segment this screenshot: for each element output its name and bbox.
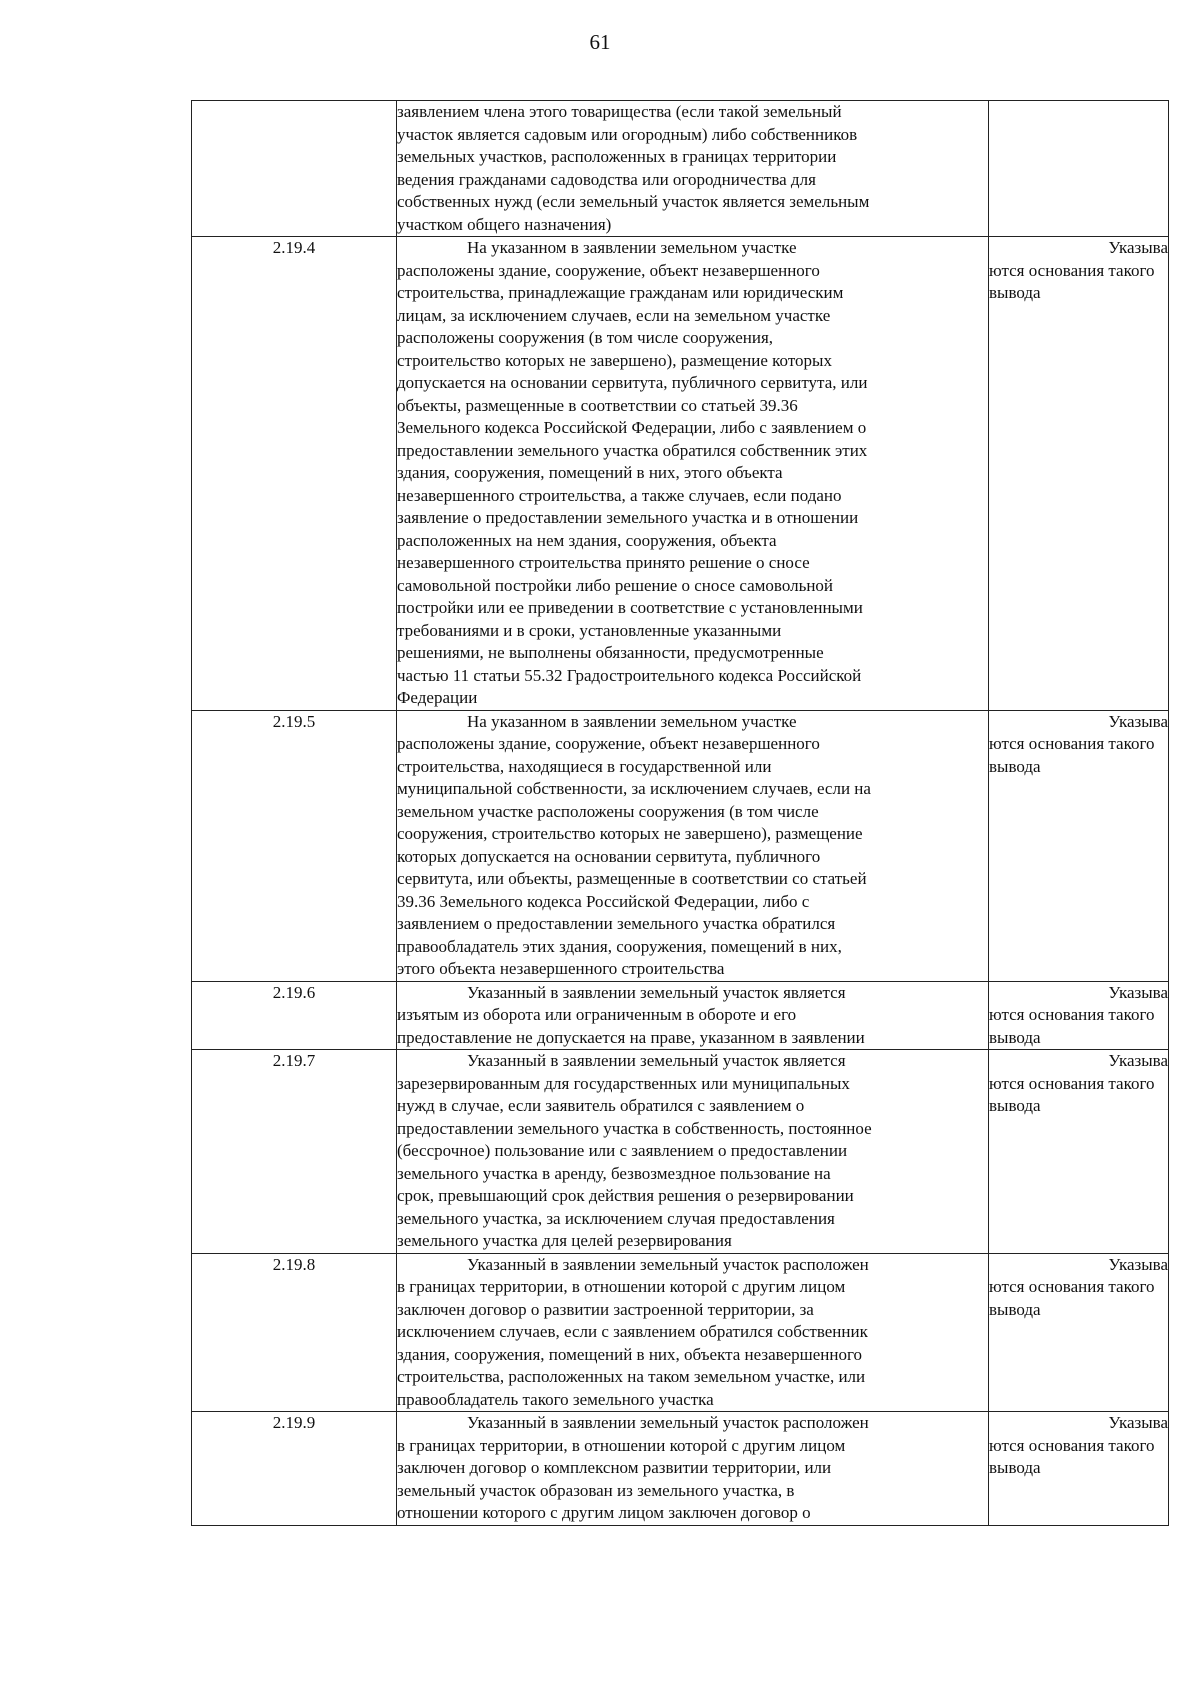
clause-text-first: На указанном в заявлении земельном участке [467,238,797,257]
clause-text-line: срок, превышающий срок действия решения о резервировании [397,1186,854,1205]
clause-number: 2.19.9 [192,1412,397,1526]
clause-text-line: ведения гражданами садоводства или огородничества для [397,169,816,189]
grounds-note-cell [989,237,1169,711]
grounds-note-first: Указыва [1108,1051,1168,1070]
table-row [192,1050,1169,1254]
clause-text-cell [397,981,989,1050]
page-number: 61 [589,30,611,54]
requirements-table [191,100,1169,1526]
clause-text-line: расположены здание, сооружение, объект незавершенного [397,734,820,753]
clause-text-line: объекты, размещенные в соответствии со статьей 39.36 [397,395,798,415]
table-row [192,1412,1169,1526]
clause-number: 2.19.7 [192,1050,397,1254]
clause-text-line: сооружения, строительство которых не завершено), размещение [397,824,863,843]
clause-text-line: нужд в случае, если заявитель обратился с заявлением о [397,1096,805,1115]
clause-text-line: строительства, принадлежащие гражданам или юридическим [397,283,844,302]
table-body [192,101,1169,1526]
grounds-note-rest: ются основания такого вывода [989,1435,1155,1477]
clause-text-line: изъятым из оборота или ограниченным в обороте и его [397,1005,797,1024]
clause-text-first: Указанный в заявлении земельный участок является [467,982,846,1002]
clause-text-line: в границах территории, в отношении которой с другим лицом [397,1277,846,1296]
clause-text-line [397,1050,988,1073]
clause-text-line: предоставлении земельного участка в собственность, постоянное [397,1118,872,1138]
grounds-note-rest: ются основания такого вывода [989,1073,1155,1115]
clause-text-cell [397,237,989,711]
clause-text-line: строительства, расположенных на таком земельном участке, или [397,1367,866,1386]
clause-text-line: требованиями и в сроки, установленные указанными [397,620,782,640]
clause-number: 2.19.6 [192,981,397,1050]
clause-text-first: На указанном в заявлении земельном участке [467,711,797,731]
clause-text-cell [397,1050,989,1254]
clause-text-line: расположены сооружения (в том числе сооружения, [397,328,774,347]
clause-text-line: здания, сооружения, помещений в них, объекта незавершенного [397,1344,863,1364]
clause-text-line: лицам, за исключением случаев, если на земельном участке [397,305,831,325]
clause-text-line [397,1254,988,1277]
grounds-note-rest: ются основания такого вывода [989,734,1155,776]
clause-text-line: расположенных на нем здания, сооружения, объекта [397,530,777,550]
grounds-note-first: Указыва [1108,238,1168,257]
clause-text-cell [397,1253,989,1412]
clause-text-line: Федерации [397,688,478,707]
clause-text-line: в границах территории, в отношении которой с другим лицом [397,1435,846,1455]
clause-text-line: заключен договор о развитии застроенной территории, за [397,1299,814,1319]
clause-text-line: предоставление не допускается на праве, указанном в заявлении [397,1027,865,1047]
grounds-note-cell [989,710,1169,981]
clause-text-line [397,1412,988,1435]
clause-text-line: заключен договор о комплексном развитии территории, или [397,1458,832,1477]
grounds-note-cell [989,1253,1169,1412]
clause-number: 2.19.4 [192,237,397,711]
table-row [192,101,1169,237]
clause-text-line: (бессрочное) пользование или с заявлением о предоставлении [397,1141,848,1160]
table-row [192,710,1169,981]
clause-text-line: земельного участка, за исключением случая предоставления [397,1208,835,1228]
clause-text-line [397,237,988,260]
clause-text-line: земельный участок образован из земельного участка, в [397,1480,795,1500]
clause-text-line: здания, сооружения, помещений в них, этого объекта [397,463,783,482]
clause-text-line: постройки или ее приведении в соответствие с установленными [397,598,863,617]
clause-text-first: Указанный в заявлении земельный участок является [467,1051,846,1070]
clause-text-cell [397,1412,989,1526]
clause-text-line: исключением случаев, если с заявлением обратился собственник [397,1322,868,1341]
clause-text-line: заявлением члена этого товарищества (если такой земельный [397,102,842,121]
grounds-note-cell [989,101,1169,237]
grounds-note-cell [989,1050,1169,1254]
clause-text-line: 39.36 Земельного кодекса Российской Федерации, либо с [397,891,810,911]
grounds-note-first: Указыва [1108,982,1168,1002]
clause-text-line: правообладатель этих здания, сооружения, помещений в них, [397,936,842,956]
clause-text-line: незавершенного строительства принято решение о сносе [397,553,810,572]
clause-text-line [397,711,988,734]
table-row [192,1253,1169,1412]
clause-text-line: этого объекта незавершенного строительства [397,959,725,978]
table-row [192,237,1169,711]
clause-text-line: незавершенного строительства, а также случаев, если подано [397,485,842,505]
clause-text-line: участок является садовым или огородным) либо собственников [397,124,858,144]
grounds-note-first: Указыва [1108,1413,1168,1432]
clause-text-line: предоставлении земельного участка обратился собственник этих [397,440,868,460]
clause-number [192,101,397,237]
grounds-note-rest: ются основания такого вывода [989,1277,1155,1319]
clause-text-line [397,982,988,1005]
clause-text-line: правообладатель такого земельного участка [397,1389,714,1409]
clause-text-line: земельного участка для целей резервирования [397,1231,732,1250]
clause-text-line: земельном участке расположены сооружения (в том числе [397,801,819,821]
clause-text-cell [397,710,989,981]
clause-text-line: заявлением о предоставлении земельного участка обратился [397,914,836,933]
grounds-note-first: Указыва [1108,1254,1168,1274]
clause-text-first: Указанный в заявлении земельный участок расположен [467,1254,869,1274]
clause-text-line: расположены здание, сооружение, объект незавершенного [397,260,820,280]
clause-text-line: зарезервированным для государственных или муниципальных [397,1073,850,1093]
clause-text-cell [397,101,989,237]
clause-text-line: самовольной постройки либо решение о сносе самовольной [397,575,834,595]
clause-text-line: участком общего назначения) [397,214,612,234]
grounds-note-rest: ются основания такого вывода [989,1005,1155,1047]
table-row [192,981,1169,1050]
clause-number: 2.19.5 [192,710,397,981]
clause-text-first: Указанный в заявлении земельный участок расположен [467,1413,869,1432]
clause-text-line: земельных участков, расположенных в границах территории [397,147,837,166]
clause-text-line: собственных нужд (если земельный участок является земельным [397,192,870,211]
clause-text-line: отношении которого с другим лицом заключен договор о [397,1503,811,1522]
grounds-note-first: Указыва [1108,711,1168,731]
clause-text-line: решениями, не выполнены обязанности, предусмотренные [397,643,824,662]
clause-text-line: которых допускается на основании сервитута, публичного [397,846,821,866]
clause-text-line: частью 11 статьи 55.32 Градостроительного кодекса Российской [397,665,862,685]
clause-text-line: муниципальной собственности, за исключением случаев, если на [397,779,871,798]
clause-text-line: сервитута, или объекты, размещенные в соответствии со статьей [397,869,867,888]
clause-text-line: допускается на основании сервитута, публичного сервитута, или [397,373,868,392]
grounds-note-rest: ются основания такого вывода [989,260,1155,302]
clause-text-line: заявление о предоставлении земельного участка и в отношении [397,508,859,527]
clause-text-line: земельного участка в аренду, безвозмездное пользование на [397,1163,831,1183]
clause-text-line: строительства, находящиеся в государственной или [397,756,772,776]
clause-text-line: строительство которых не завершено), размещение которых [397,350,832,370]
clause-text-line: Земельного кодекса Российской Федерации, либо с заявлением о [397,418,867,437]
grounds-note-cell [989,981,1169,1050]
clause-number: 2.19.8 [192,1253,397,1412]
grounds-note-cell [989,1412,1169,1526]
